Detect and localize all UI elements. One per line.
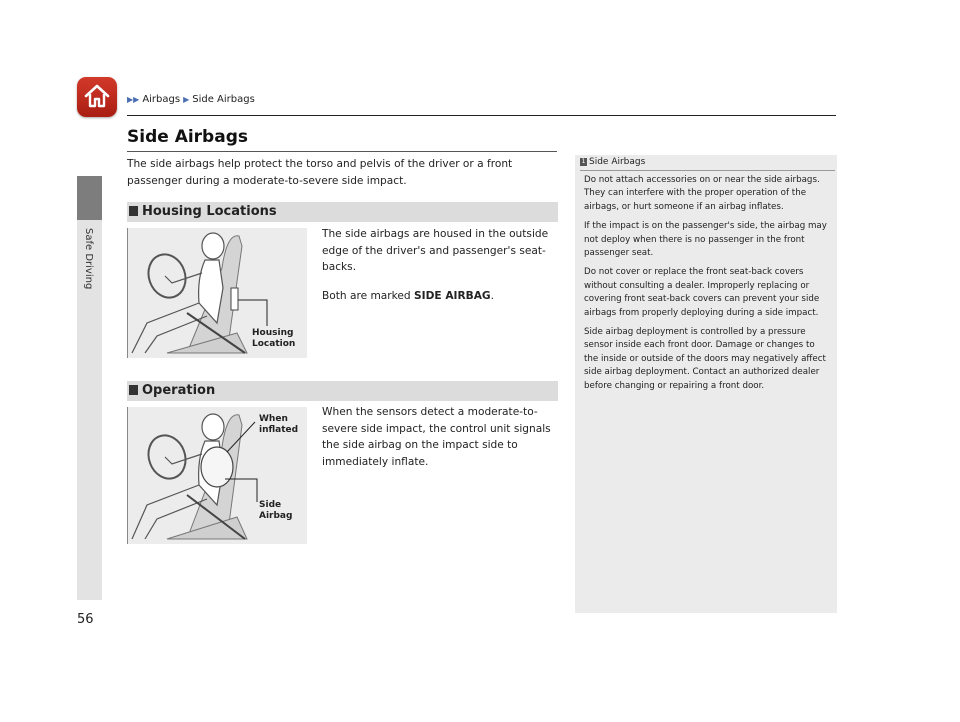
note-paragraph: If the impact is on the passenger's side, the airbag may not deploy when there is no passenger in the front passenger seat. [584, 221, 827, 259]
home-icon [82, 81, 112, 111]
section-heading-housing [127, 202, 558, 222]
operation-illustration [127, 407, 307, 544]
page-number: 56 [77, 612, 94, 627]
note-marker-icon: 1 [581, 158, 586, 165]
note-rule [580, 170, 835, 171]
square-bullet-icon [129, 385, 138, 395]
housing-description: The side airbags are housed in the outside edge of the driver's and passenger's seat-backs. [322, 228, 549, 273]
note-body [584, 174, 830, 399]
home-button[interactable] [77, 77, 117, 117]
square-bullet-icon [129, 206, 138, 216]
breadcrumb-current: Side Airbags [192, 94, 255, 105]
breadcrumb-arrow-icon: ▶▶ [127, 95, 140, 104]
figure-label-when-inflated: When inflated [259, 414, 299, 435]
intro-text: The side airbags help protect the torso and pelvis of the driver or a front passenger during a moderate-to-severe side impact. [127, 158, 513, 187]
chapter-label: Safe Driving [83, 228, 94, 290]
breadcrumb-arrow-icon: ▶ [183, 95, 190, 104]
section-heading-operation [127, 381, 558, 401]
breadcrumb [127, 94, 255, 105]
figure-label-housing: Housing Location [252, 328, 296, 349]
title-rule [127, 151, 557, 152]
section-heading-text: Operation [142, 383, 216, 398]
housing-location-illustration [127, 228, 307, 358]
housing-marking-text: Both are marked SIDE AIRBAG. [322, 290, 494, 302]
header-rule [127, 115, 836, 116]
chapter-tab-marker [77, 176, 102, 220]
breadcrumb-link-airbags[interactable]: Airbags [142, 94, 181, 105]
note-paragraph: Do not attach accessories on or near the side airbags. They can interfere with the proper operation of the airbags, or hurt someone if an airbag inflates. [584, 175, 820, 212]
note-paragraph: Side airbag deployment is controlled by a pressure sensor inside each front door. Damage or changes to the inside or outside of the doors may negatively affect side airbag deployment. Contact an authorized dealer before changing or repairing a front door. [584, 327, 826, 391]
note-paragraph: Do not cover or replace the front seat-back covers without consulting a dealer. Improperly replacing or covering front seat-back covers can prevent your side airbags from properly deploying during a side impact. [584, 267, 820, 318]
note-title: 1 Side Airbags [581, 157, 646, 167]
section-heading-text: Housing Locations [142, 204, 277, 219]
figure-label-side-airbag: Side Airbag [259, 500, 293, 521]
page-title: Side Airbags [127, 127, 248, 147]
operation-description: When the sensors detect a moderate-to-severe side impact, the control unit signals the side airbag on the impact side to immediately inflate. [322, 406, 551, 468]
